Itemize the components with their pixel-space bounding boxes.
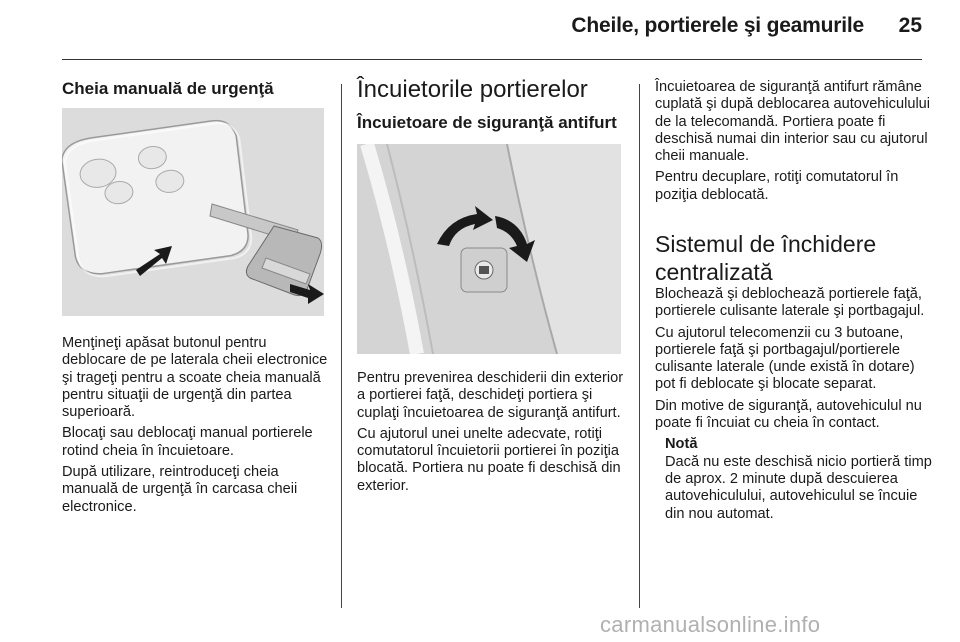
page-header xyxy=(0,0,960,60)
paragraph: După utilizare, reintroduceţi cheia manuală de urgenţă în carcasa cheii electronice. xyxy=(62,464,298,515)
paragraph: Încuietoarea de siguranţă antifurt rămâne cuplată şi după deblocarea autovehiculului de la telecomandă. Portiera poate fi deschisă numai din interior sau cu ajutorul cheii manuale. xyxy=(655,79,931,165)
paragraph: Blocaţi sau deblocaţi manual portierele rotind cheia în încuietoare. xyxy=(62,425,313,459)
paragraph: Blochează şi deblochează portierele faţă, portierele culisante laterale şi portbagajul. xyxy=(655,286,925,320)
illustration-door-lock xyxy=(357,144,621,354)
paragraph: Pentru decuplare, rotiţi comutatorul în poziţia deblocată. xyxy=(655,169,899,203)
paragraph: Cu ajutorul telecomenzii cu 3 butoane, portierele faţă şi portbagajul/portierele culisante laterale (unde există în dotare) pot fi deblocate şi blocate separat. xyxy=(655,324,915,393)
paragraph: Cu ajutorul unei unelte adecvate, rotiţi comutatorul încuietorii portierei în poziţia blocată. Portiera nu poate fi deschisă din exterior. xyxy=(357,425,621,494)
door-lock-illustration xyxy=(357,144,621,354)
header-title: Cheile, portierele şi geamurile xyxy=(571,14,864,37)
header-rule xyxy=(62,59,922,60)
note-title: Notă xyxy=(665,436,698,453)
section-heading-central-locking: Sistemul de închidere centralizată xyxy=(655,231,877,285)
paragraph: Pentru prevenirea deschiderii din exterior a portierei faţă, deschideţi portiera şi cuplaţi încuietoarea de siguranţă antifurt. xyxy=(357,370,624,421)
paragraph: Din motive de siguranţă, autovehiculul nu poate fi încuiat cu cheia în contact. xyxy=(655,397,922,432)
subheading-antitheft-lock: Încuietoare de siguranţă antifurt xyxy=(357,113,617,132)
watermark: carmanualsonline.info xyxy=(600,612,821,637)
page-number: 25 xyxy=(898,14,922,37)
paragraph: Menţineţi apăsat butonul pentru deblocare de pe laterala cheii electronice şi trageţi pentru a scoate cheia manuală pentru situaţii de urgenţă din partea superioară. xyxy=(62,335,328,421)
column-divider-2 xyxy=(639,84,640,608)
key-card-illustration xyxy=(62,108,324,316)
note-text: Dacă nu este deschisă nicio portieră timp de aprox. 2 minute după descuierea autovehiculului, autovehiculul se încuie din nou automat. xyxy=(665,453,932,522)
section-heading-emergency-key: Cheia manuală de urgenţă xyxy=(62,79,274,98)
section-heading-door-locks: Încuietorile portierelor xyxy=(357,76,588,103)
column-divider-1 xyxy=(341,84,342,608)
note-box xyxy=(655,436,937,522)
illustration-emergency-key xyxy=(62,108,324,316)
